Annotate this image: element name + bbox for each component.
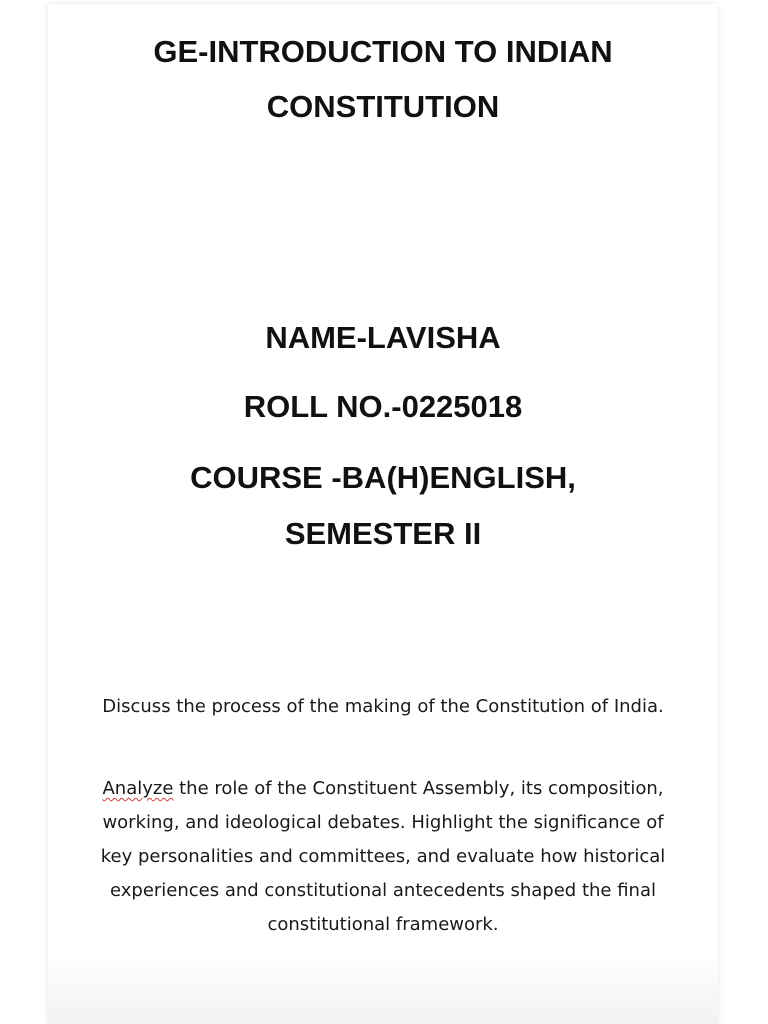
course-info [48,450,718,562]
misspelled-word: Analyze [102,778,174,799]
question-paragraph-2 [88,772,678,942]
title-line-2: CONSTITUTION [266,89,500,124]
page-bottom-shadow [48,954,718,1024]
course-line-2: SEMESTER II [284,516,482,551]
student-name: NAME-LAVISHA [265,320,501,355]
roll-number: ROLL NO.-0225018 [243,389,523,424]
course-line-1: COURSE -BA(H)ENGLISH, [190,460,576,495]
title-line-1: GE-INTRODUCTION TO INDIAN [153,34,613,69]
document-page [48,4,718,1024]
document-title [48,24,718,134]
question-paragraph-2-text: the role of the Constituent Assembly, its composition, working, and ideological debates. Highlight the significance of key personalities and committees, and evaluate how historical experiences and constitutional antecedents shaped the final constitutional framework. [100,778,666,935]
question-paragraph-1: Discuss the process of the making of the Constitution of India. [102,696,664,717]
